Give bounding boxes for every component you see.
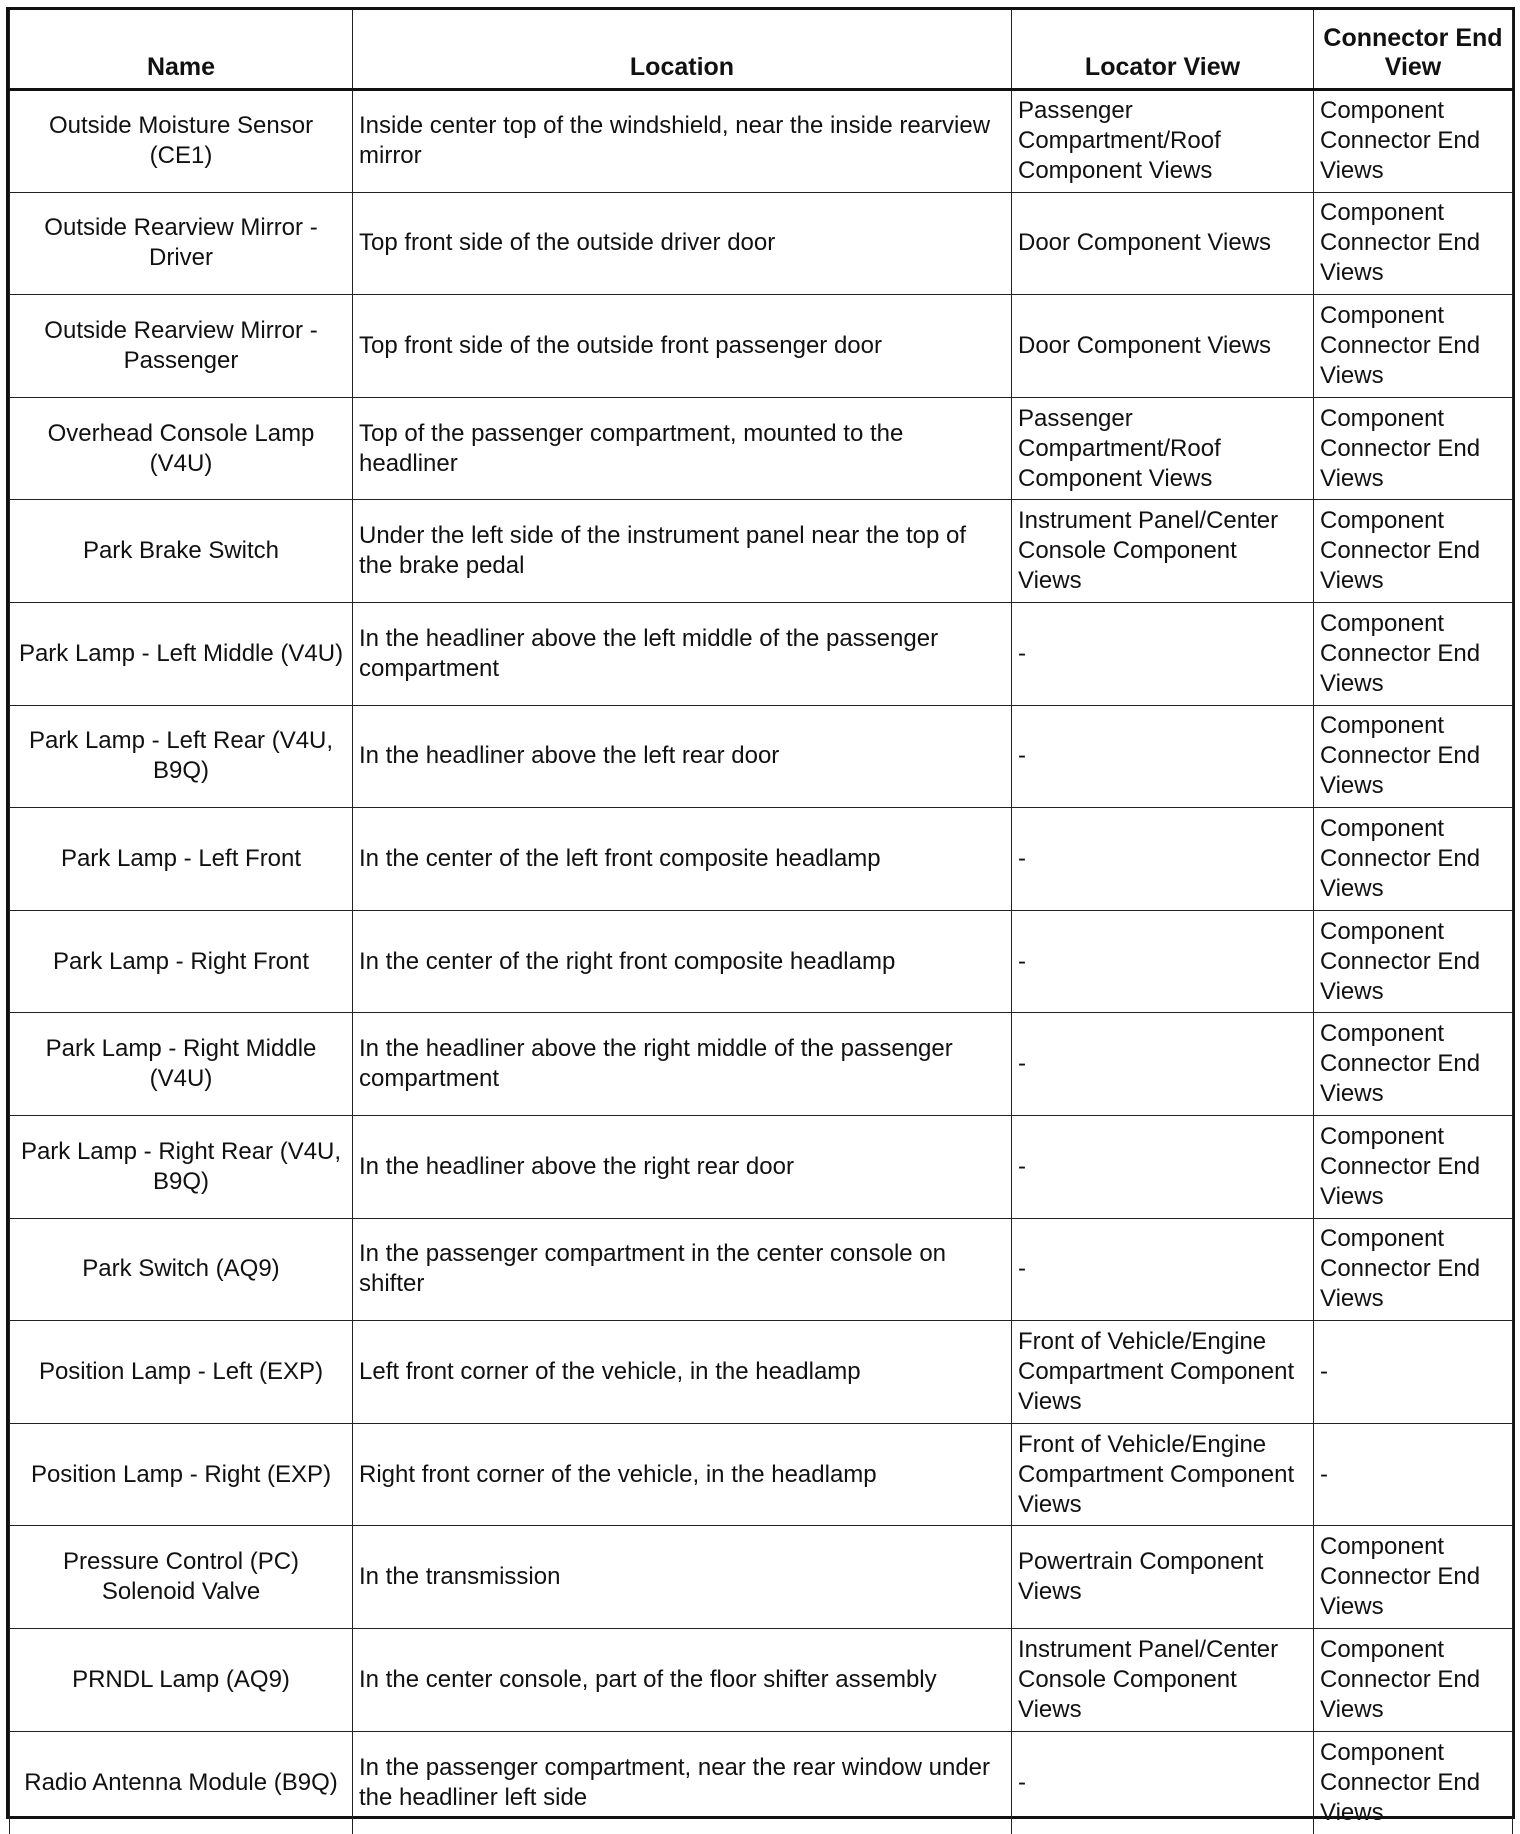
cell-connector-end-view: Component Connector End Views [1314,90,1513,193]
cell-connector-end-view: Component Connector End Views [1314,1115,1513,1218]
cell-location: Left front corner of the vehicle, in the headlamp [353,1321,1012,1424]
cell-locator-view: - [1012,1218,1314,1321]
cell-location: Right front corner of the vehicle, in the headlamp [353,1423,1012,1526]
cell-locator-view: Door Component Views [1012,295,1314,398]
table-row [10,1115,1513,1218]
cell-name: Park Lamp - Right Middle (V4U) [10,1013,353,1116]
table-row [10,910,1513,1013]
cell-location: Under the left side of the instrument panel near the top of the brake pedal [353,500,1012,603]
column-header-locator-view: Locator View [1012,10,1314,90]
cell-connector-end-view: - [1314,1423,1513,1526]
cell-location: In the headliner above the right rear door [353,1115,1012,1218]
table-row [10,397,1513,500]
cell-name: Outside Rearview Mirror - Driver [10,192,353,295]
cell-connector-end-view: Component Connector End Views [1314,192,1513,295]
cell-connector-end-view: Component Connector End Views [1314,397,1513,500]
table-row [10,500,1513,603]
cell-connector-end-view: Component Connector End Views [1314,500,1513,603]
cell-locator-view: - [1012,602,1314,705]
cell-location: In the transmission [353,1526,1012,1629]
cell-connector-end-view: Component Connector End Views [1314,1628,1513,1731]
cell-locator-view: Passenger Compartment/Roof Component Views [1012,90,1314,193]
cell-connector-end-view: Component Connector End Views [1314,705,1513,808]
table-row [10,705,1513,808]
table-row [10,1218,1513,1321]
cell-locator-view: Instrument Panel/Center Console Component Views [1012,500,1314,603]
cell-name: Radio Antenna Module (B9Q) [10,1731,353,1834]
cell-connector-end-view: Component Connector End Views [1314,1731,1513,1834]
table-row [10,1731,1513,1834]
cell-name: Park Lamp - Right Rear (V4U, B9Q) [10,1115,353,1218]
table-header [10,10,1513,90]
table-row [10,1628,1513,1731]
cell-location: In the passenger compartment in the center console on shifter [353,1218,1012,1321]
cell-name: Position Lamp - Left (EXP) [10,1321,353,1424]
table-row [10,808,1513,911]
cell-name: PRNDL Lamp (AQ9) [10,1628,353,1731]
cell-connector-end-view: Component Connector End Views [1314,808,1513,911]
cell-locator-view: Door Component Views [1012,192,1314,295]
cell-location: In the headliner above the left rear door [353,705,1012,808]
cell-connector-end-view: Component Connector End Views [1314,295,1513,398]
table-row [10,1526,1513,1629]
table-row [10,90,1513,193]
header-row [10,10,1513,90]
cell-name: Park Brake Switch [10,500,353,603]
cell-locator-view: Instrument Panel/Center Console Component Views [1012,1628,1314,1731]
cell-name: Park Switch (AQ9) [10,1218,353,1321]
cell-location: Top of the passenger compartment, mounted to the headliner [353,397,1012,500]
cell-location: Top front side of the outside driver door [353,192,1012,295]
table-row [10,192,1513,295]
cell-name: Park Lamp - Right Front [10,910,353,1013]
cell-location: In the center of the right front composite headlamp [353,910,1012,1013]
cell-connector-end-view: Component Connector End Views [1314,1013,1513,1116]
cell-locator-view: Front of Vehicle/Engine Compartment Component Views [1012,1321,1314,1424]
cell-locator-view: - [1012,1731,1314,1834]
cell-connector-end-view: Component Connector End Views [1314,1526,1513,1629]
cell-location: In the headliner above the left middle of the passenger compartment [353,602,1012,705]
table-row [10,1423,1513,1526]
cell-connector-end-view: Component Connector End Views [1314,1218,1513,1321]
cell-name: Park Lamp - Left Rear (V4U, B9Q) [10,705,353,808]
table-row [10,1321,1513,1424]
cell-name: Outside Moisture Sensor (CE1) [10,90,353,193]
table-row [10,1013,1513,1116]
cell-location: Inside center top of the windshield, near the inside rearview mirror [353,90,1012,193]
cell-name: Pressure Control (PC) Solenoid Valve [10,1526,353,1629]
table-row [10,602,1513,705]
cell-name: Outside Rearview Mirror - Passenger [10,295,353,398]
cell-locator-view: - [1012,808,1314,911]
component-locator-sheet [6,7,1515,1826]
cell-locator-view: Passenger Compartment/Roof Component Views [1012,397,1314,500]
cell-location: In the center console, part of the floor shifter assembly [353,1628,1012,1731]
cell-location: In the passenger compartment, near the rear window under the headliner left side [353,1731,1012,1834]
cell-connector-end-view: - [1314,1321,1513,1424]
table-body [10,90,1513,1834]
cell-location: In the headliner above the right middle of the passenger compartment [353,1013,1012,1116]
cell-name: Overhead Console Lamp (V4U) [10,397,353,500]
component-locator-table [9,10,1513,1834]
column-header-location: Location [353,10,1012,90]
cell-locator-view: - [1012,910,1314,1013]
column-header-name: Name [10,10,353,90]
cell-name: Park Lamp - Left Front [10,808,353,911]
cell-locator-view: - [1012,1013,1314,1116]
cell-locator-view: Front of Vehicle/Engine Compartment Component Views [1012,1423,1314,1526]
cell-locator-view: - [1012,705,1314,808]
cell-name: Park Lamp - Left Middle (V4U) [10,602,353,705]
cell-locator-view: - [1012,1115,1314,1218]
cell-connector-end-view: Component Connector End Views [1314,602,1513,705]
table-row [10,295,1513,398]
cell-location: In the center of the left front composite headlamp [353,808,1012,911]
cell-connector-end-view: Component Connector End Views [1314,910,1513,1013]
cell-location: Top front side of the outside front passenger door [353,295,1012,398]
column-header-connector-end-view: Connector End View [1314,10,1513,90]
cell-locator-view: Powertrain Component Views [1012,1526,1314,1629]
cell-name: Position Lamp - Right (EXP) [10,1423,353,1526]
